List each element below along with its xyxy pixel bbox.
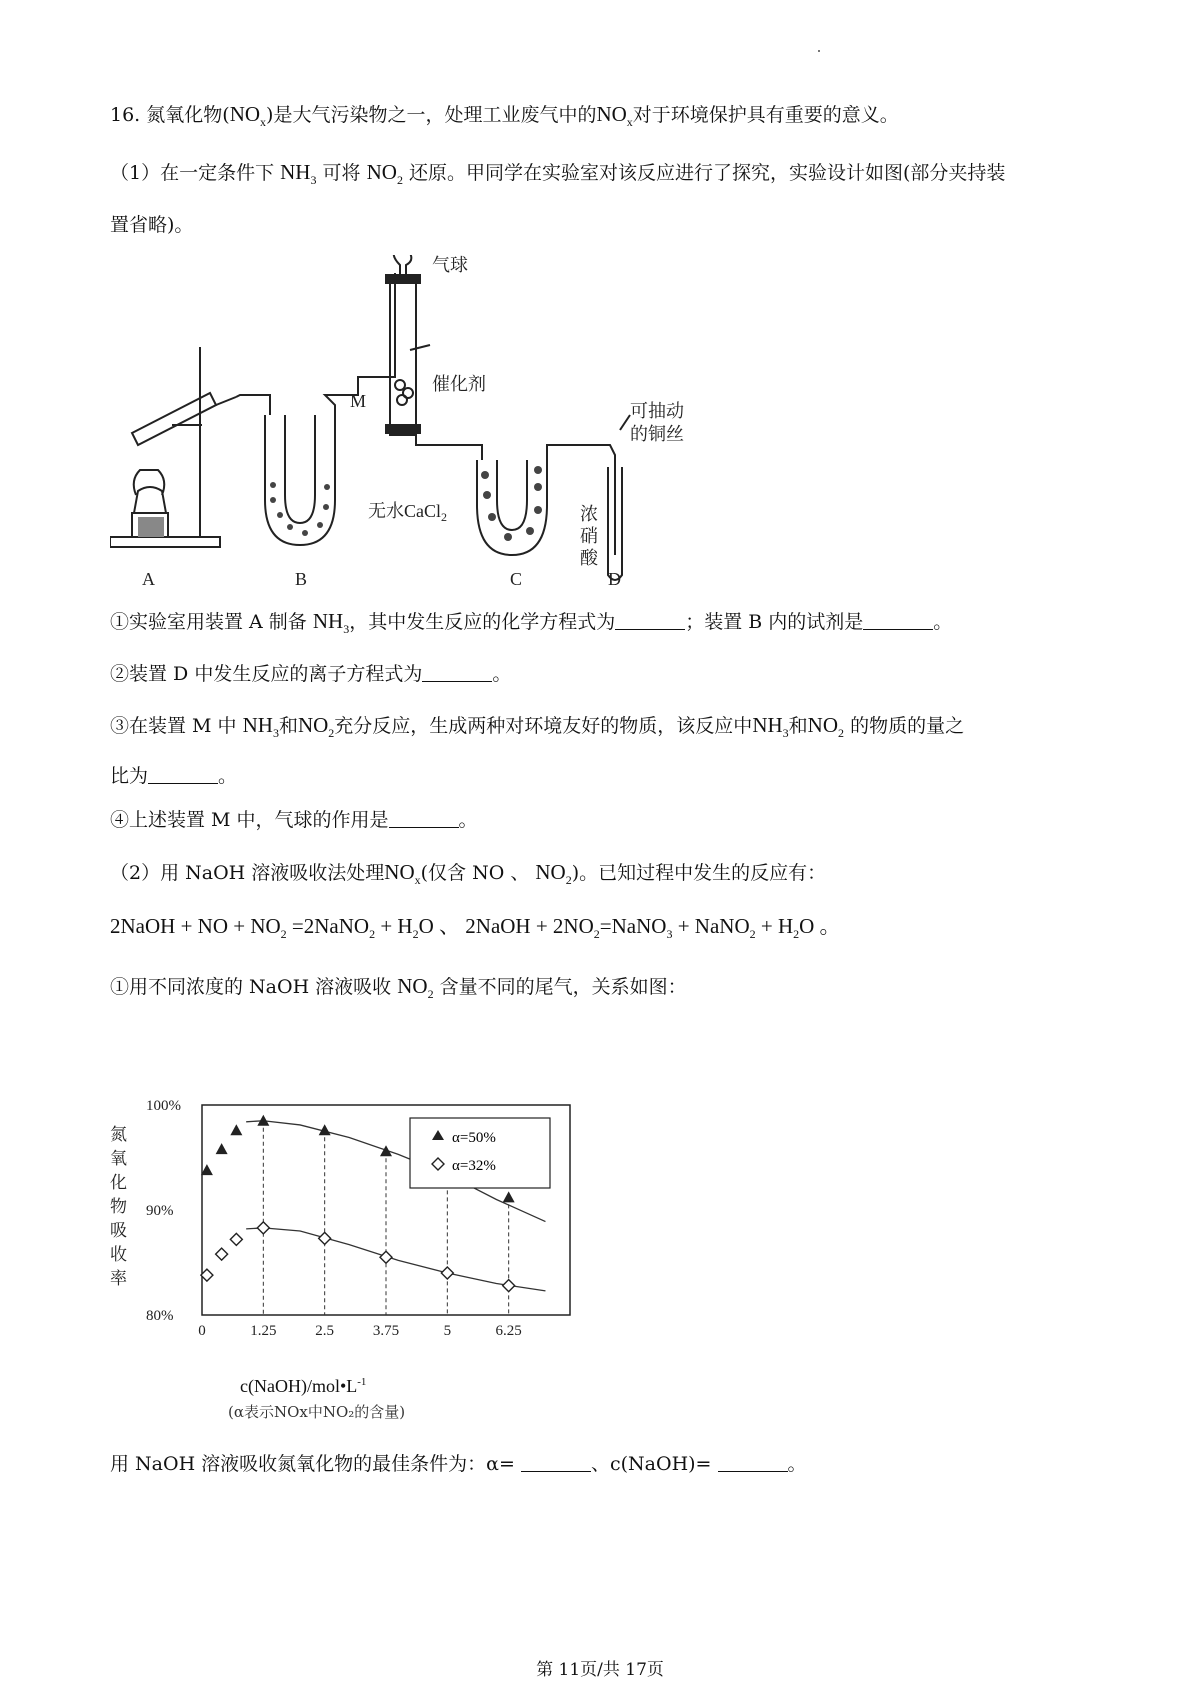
letter-d: D [608, 569, 621, 589]
apparatus-diagram [110, 255, 720, 595]
part2-q1: ①用不同浓度的 NaOH 溶液吸收 $NO_2$ 含量不同的尾气，关系如图： [110, 974, 687, 1002]
final-question: 用 NaOH 溶液吸收氮氧化物的最佳条件为：α= 、c(NaOH)= 。 [110, 1453, 807, 1475]
q3-line2: 比为 。 [110, 765, 238, 787]
legend-series-1: α=50% [452, 1130, 496, 1146]
x-tick-label: 6.25 [495, 1323, 522, 1339]
part1-line1: （1）在一定条件下 $NH_3$ 可将 $NO_2$ 还原。甲同学在实验室对该反应进行了探究，实验设计如图(部分夹持装 [110, 160, 1006, 188]
legend-series-2: α=32% [452, 1158, 496, 1174]
y-axis-label [110, 1125, 127, 1288]
test-tube [132, 393, 216, 445]
data-point [216, 1143, 228, 1154]
x-axis-label: $c(NaOH)/mol•L^{-1}$ [240, 1376, 367, 1396]
label-copper-2: 的铜丝 [630, 424, 684, 444]
label-acid-2: 硝 [580, 526, 598, 546]
q4: ④上述装置 M 中，气球的作用是 。 [110, 809, 478, 831]
y-label-char: 吸 [110, 1221, 127, 1240]
x-tick-label: 3.75 [372, 1323, 400, 1339]
q1: ①实验室用装置 A 制备 $NH_3$，其中发生反应的化学方程式为 ；装置 B 内的试剂是 。 [110, 609, 953, 637]
label-m: M [350, 391, 367, 411]
series-curve-2 [246, 1228, 545, 1291]
part1-line2: 置省略)。 [110, 214, 194, 236]
label-catalyst: 催化剂 [432, 374, 486, 394]
chart-note: (α表示NOx中NO₂的含量) [228, 1403, 406, 1421]
data-point [216, 1248, 228, 1260]
y-tick-label: 100% [146, 1100, 181, 1114]
y-label-char: 物 [110, 1197, 127, 1216]
x-tick-label: 0 [198, 1323, 206, 1339]
letter-c: C [510, 569, 523, 589]
data-point [257, 1115, 269, 1126]
absorption-chart [110, 1100, 610, 1340]
data-point [503, 1280, 515, 1292]
data-point [503, 1191, 515, 1202]
balloon [394, 255, 412, 275]
x-tick-label: 1.25 [250, 1323, 277, 1339]
data-point [230, 1124, 242, 1135]
data-point [380, 1145, 392, 1156]
y-label-char: 收 [110, 1245, 127, 1264]
letter-b: B [295, 569, 308, 589]
label-balloon: 气球 [432, 255, 468, 275]
y-label-char: 氧 [110, 1149, 127, 1168]
x-tick-label: 5 [443, 1323, 452, 1339]
tube-m [390, 275, 416, 435]
question-intro: 16. 氮氧化物$(NO_x)$是大气污染物之一，处理工业废气中的$NO_x$对于环境保护具有重要的意义。 [110, 102, 899, 130]
x-tick-label: 2.5 [315, 1323, 335, 1339]
y-label-char: 率 [110, 1269, 127, 1288]
data-point [257, 1222, 269, 1234]
data-point [319, 1232, 331, 1244]
q2: ②装置 D 中发生反应的离子方程式为 。 [110, 663, 512, 685]
data-point [380, 1251, 392, 1263]
y-tick-label: 80% [146, 1308, 174, 1324]
data-point [230, 1233, 242, 1245]
legend [410, 1118, 550, 1188]
y-label-char: 氮 [110, 1125, 127, 1144]
scan-dot [818, 50, 820, 52]
label-cacl2: 无水CaCl$_2$ [368, 501, 448, 524]
y-tick-label: 90% [146, 1203, 174, 1219]
letter-a: A [142, 569, 155, 589]
stand-base [110, 537, 220, 547]
reaction-equations: 2NaOH + NO + $NO_2$ =2NaNO$_2$ + $H_2O$ 、 2NaOH + $2NO_2=NaNO_3$ + NaNO$_2$ + $H_2O$ 。 [110, 914, 841, 942]
q3-line1: ③在装置 M 中 $NH_3$和$NO_2$充分反应，生成两种对环境友好的物质，该反应中$NH_3$和$NO_2$ 的物质的量之 [110, 713, 965, 741]
label-copper-1: 可抽动 [630, 401, 684, 421]
page-footer: 第 11页/共 17页 [536, 1660, 664, 1680]
label-acid-1: 浓 [580, 504, 598, 524]
u-tube-b [265, 415, 335, 545]
part2-intro: （2）用 NaOH 溶液吸收法处理$NO_x$(仅含 NO 、 $NO_2$)。已知过程中发生的反应有： [110, 860, 827, 888]
label-acid-3: 酸 [580, 548, 598, 568]
data-point [441, 1267, 453, 1279]
y-label-char: 化 [110, 1173, 127, 1192]
